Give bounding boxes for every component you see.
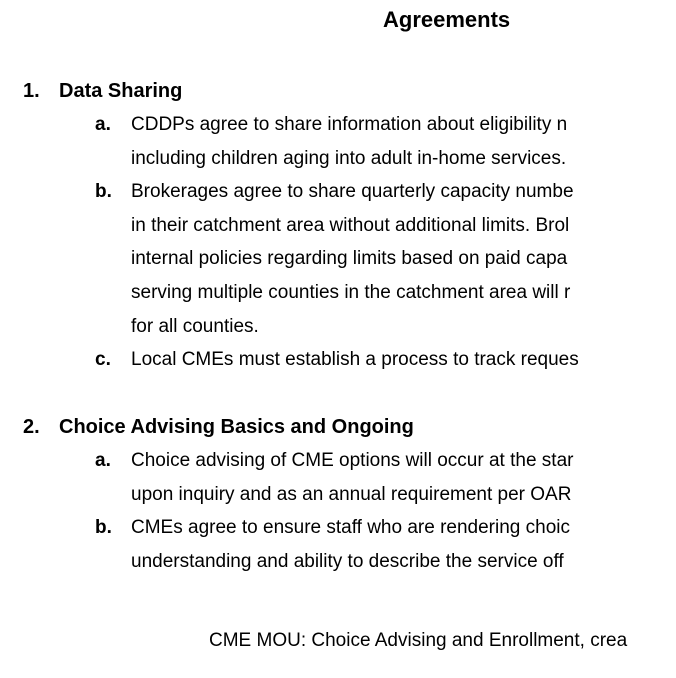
text-line: internal policies regarding limits based on paid capa: [131, 248, 568, 270]
list-item: [0, 444, 676, 511]
text-line: in their catchment area without additional limits. Brol: [131, 214, 570, 236]
text-line: Choice advising of CME options will occur at the star: [131, 450, 574, 471]
text-line: serving multiple counties in the catchment area will r: [131, 281, 571, 303]
item-text: [131, 108, 676, 175]
text-line: for all counties.: [131, 315, 259, 337]
text-line: CDDPs agree to share information about eligibility n: [131, 114, 568, 135]
item-letter: c.: [95, 349, 111, 371]
section-title: [0, 410, 676, 444]
text-line: Local CMEs must establish a process to track reques: [131, 349, 579, 371]
section-title: [0, 74, 676, 108]
section-number: 1.: [23, 80, 40, 102]
text-line: understanding and ability to describe the service off: [131, 550, 564, 572]
section-label: Choice Advising Basics and Ongoing: [59, 416, 414, 438]
page-heading: Agreements: [383, 7, 511, 32]
text-line: Brokerages agree to share quarterly capacity numbe: [131, 181, 574, 203]
list-item: [0, 511, 676, 578]
section-choice-advising: [0, 410, 676, 578]
list-item: [0, 343, 676, 377]
text-line: including children aging into adult in-home services.: [131, 147, 567, 169]
section-number: 2.: [23, 416, 40, 438]
item-text: [131, 444, 676, 511]
item-letter: b.: [95, 181, 112, 203]
list-item: [0, 175, 676, 343]
item-text: [131, 175, 676, 343]
list-item: [0, 108, 676, 175]
item-text: [131, 511, 676, 578]
text-line: CMEs agree to ensure staff who are rendering choic: [131, 517, 570, 539]
section-data-sharing: [0, 74, 676, 377]
text-line: upon inquiry and as an annual requirement per OAR: [131, 483, 572, 505]
item-letter: a.: [95, 450, 111, 471]
page-footer: CME MOU: Choice Advising and Enrollment, crea: [209, 630, 628, 651]
item-letter: a.: [95, 114, 111, 135]
item-letter: b.: [95, 517, 112, 539]
item-text: [131, 343, 676, 377]
section-label: Data Sharing: [59, 80, 183, 102]
